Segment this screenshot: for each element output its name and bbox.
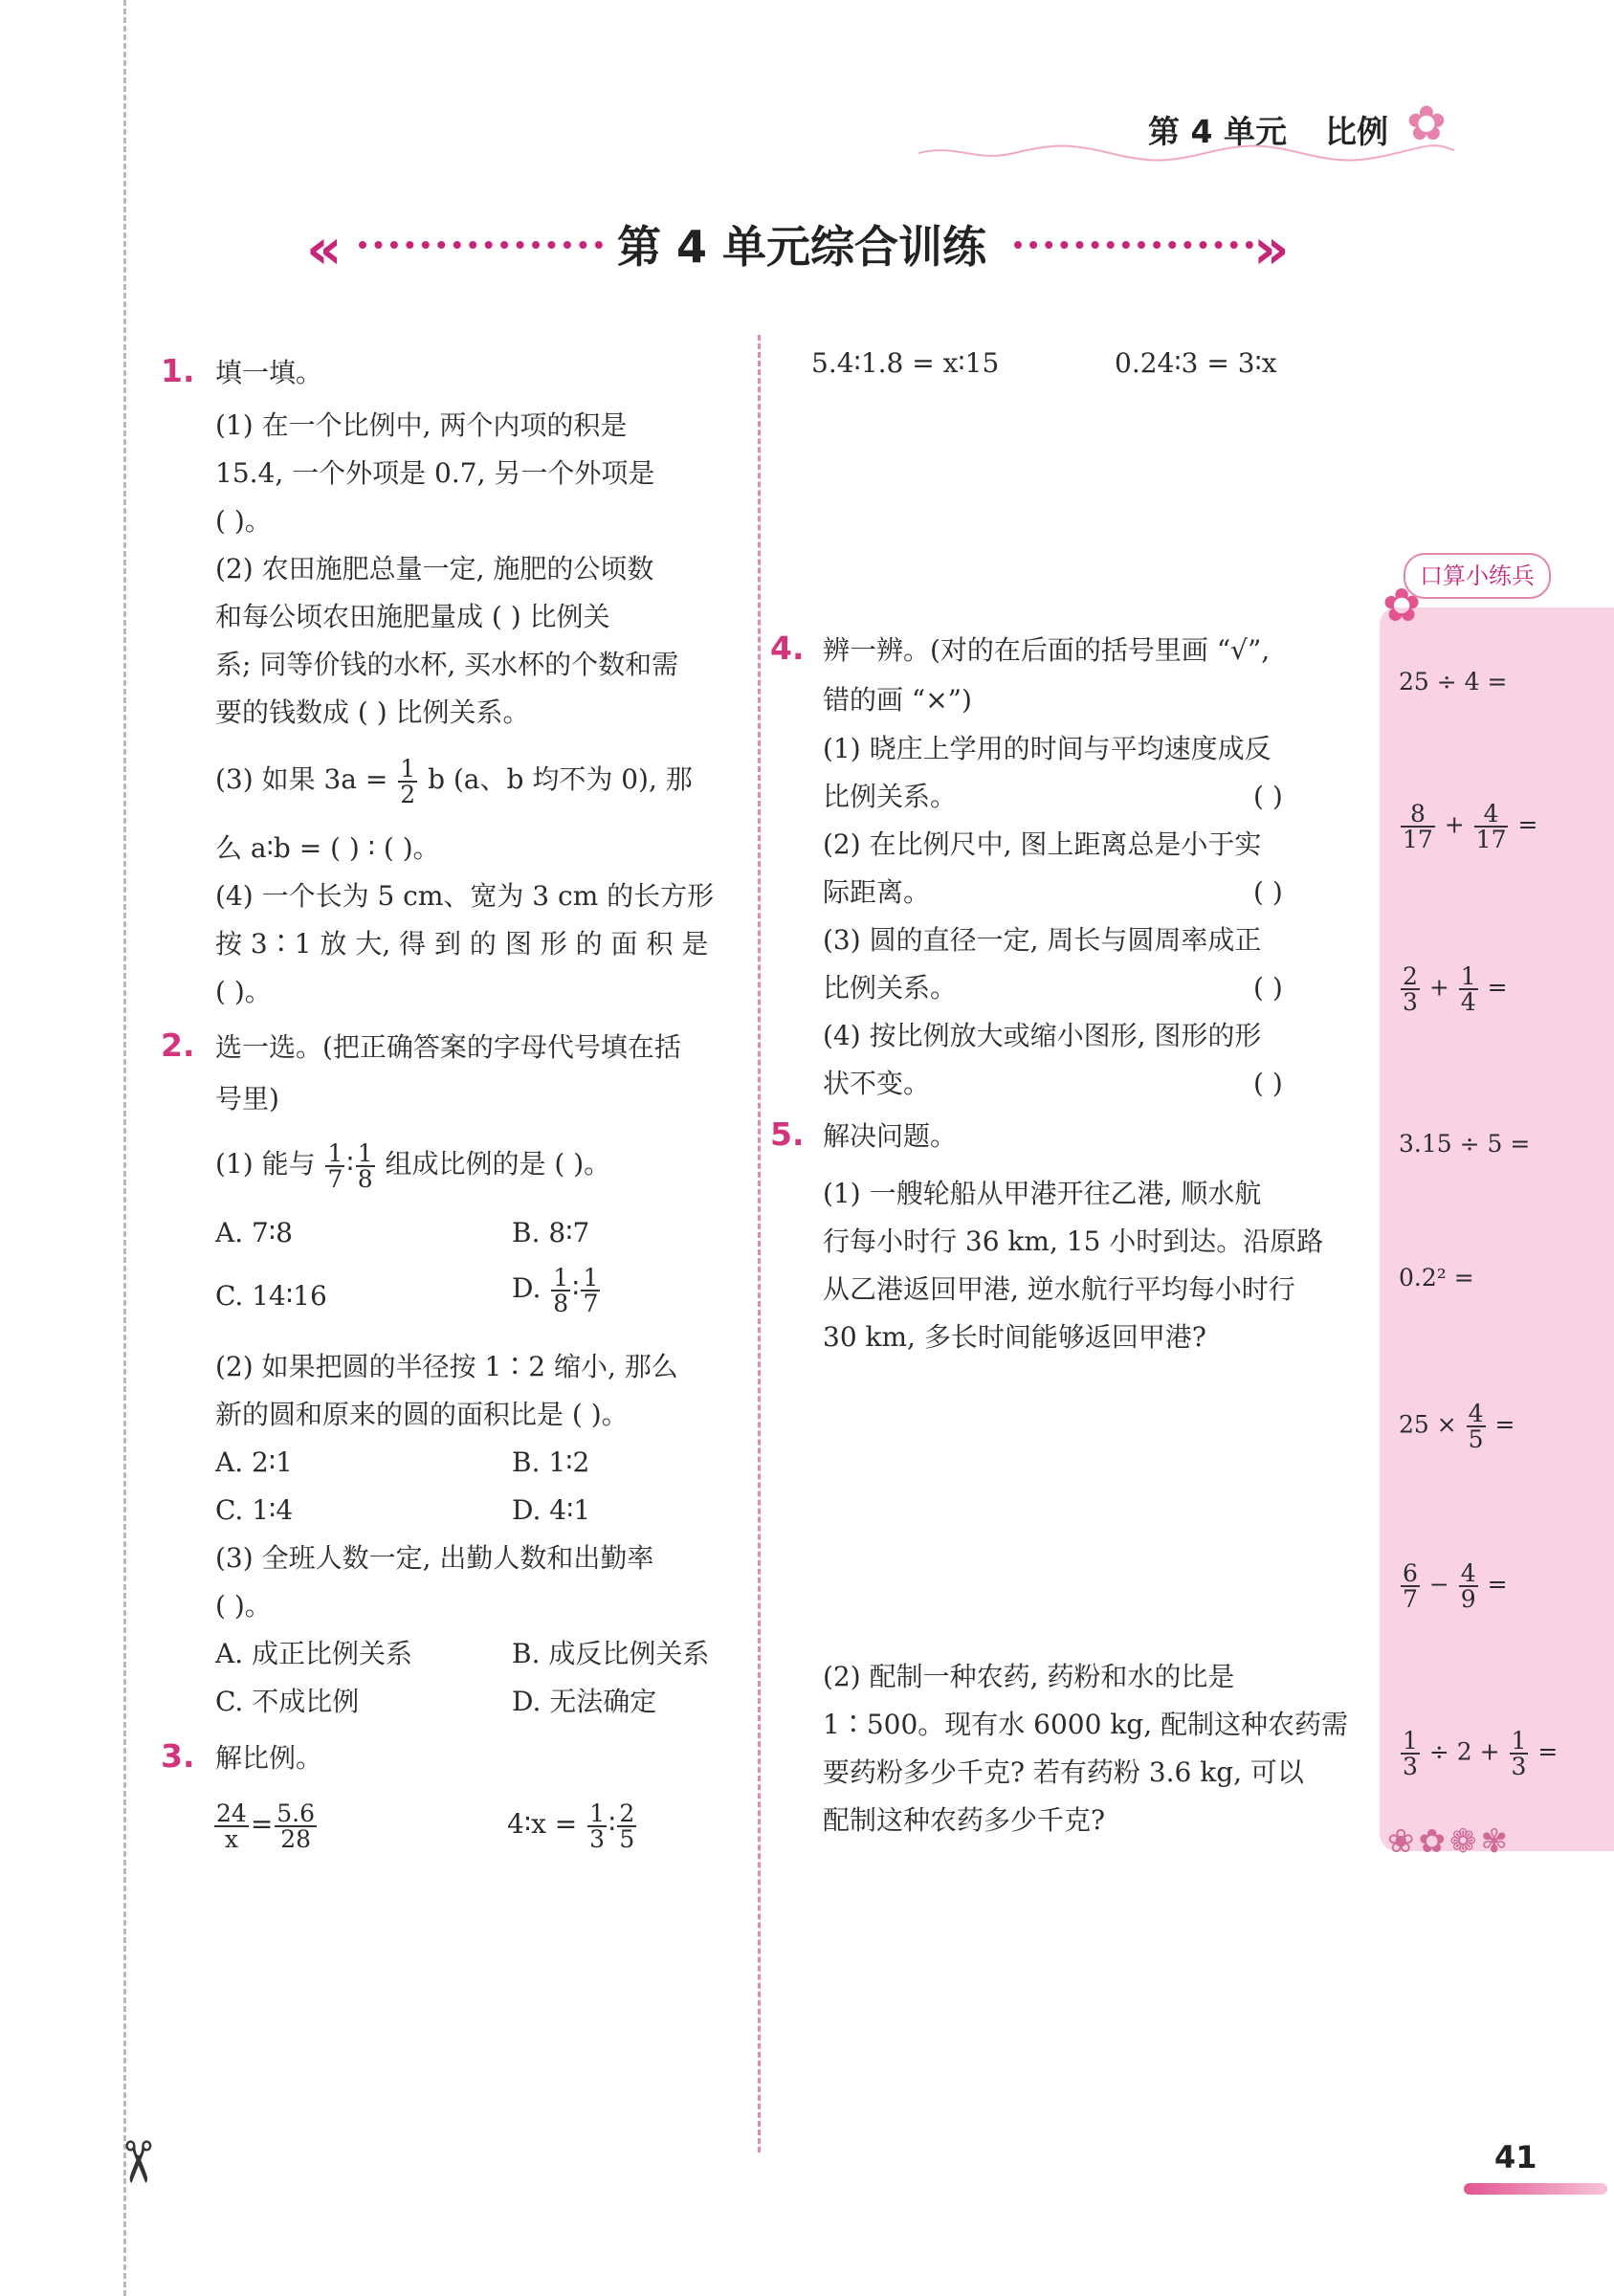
denominator: 3	[589, 1824, 606, 1853]
sidebar-badge: 口算小练兵	[1404, 553, 1551, 599]
calc-item: 3.15 ÷ 5 =	[1399, 1130, 1531, 1158]
fraction	[587, 1801, 607, 1851]
equals: =	[1517, 810, 1538, 839]
denominator: 3	[1403, 988, 1418, 1016]
numerator: 8	[1401, 802, 1435, 828]
q1-line: 和每公顷农田施肥量成 ( ) 比例关	[215, 601, 610, 632]
denominator: 3	[1403, 1753, 1418, 1780]
numerator: 1	[1460, 962, 1476, 990]
numerator: 1	[327, 1138, 343, 1167]
denominator: 8	[357, 1164, 373, 1193]
q1-line: 么 a∶b = ( ) ∶ ( )。	[215, 832, 440, 864]
numerator: 5.6	[276, 1799, 316, 1827]
q1-line: (4) 一个长为 5 cm、宽为 3 cm 的长方形	[215, 880, 715, 912]
numerator: 4	[1468, 1400, 1484, 1427]
numerator: 1	[357, 1138, 373, 1167]
option: A. 7∶8	[215, 1217, 293, 1248]
mental-math-sidebar	[1380, 607, 1614, 1851]
denominator: 7	[1403, 1585, 1418, 1613]
q5-number: 5.	[770, 1115, 805, 1153]
calc-item: 25 ÷ 4 =	[1399, 668, 1508, 695]
option-letter: D.	[512, 1272, 542, 1304]
equation: 4∶x = $\frac{1}{3}$ ∶ $\frac{2}{5}$	[507, 1799, 635, 1853]
q2-line: ( )。	[215, 1590, 272, 1622]
q4-line: 比例关系。	[823, 972, 958, 1004]
numerator: 24	[216, 1799, 247, 1827]
q1-text: (3) 如果 3a =	[215, 763, 388, 795]
option-fraction: D. $\frac{1}{8}$ ∶ $\frac{1}{7}$	[512, 1263, 599, 1317]
q4-title-cont: 错的画 “×”)	[823, 684, 972, 716]
q2-line: 新的圆和原来的圆的面积比是 ( )。	[215, 1399, 629, 1430]
q2-number: 2.	[161, 1027, 195, 1064]
q1-line: 系; 同等价钱的水杯, 买水杯的个数和需	[215, 649, 679, 680]
calc-item	[1399, 1729, 1558, 1778]
q5-line: 1∶500。现有水 6000 kg, 配制这种农药需	[823, 1709, 1349, 1740]
q2-text: (1) 能与	[215, 1148, 316, 1180]
option: B. 1∶2	[512, 1446, 590, 1478]
fraction	[1459, 1561, 1478, 1611]
equation: 5.4∶1.8 = x∶15	[811, 347, 1000, 379]
option: A. 2∶1	[215, 1446, 293, 1478]
q5-line: 配制这种农药多少千克?	[823, 1804, 1106, 1836]
topic-label: 比例	[1324, 113, 1388, 150]
q4-title: 辨一辨。(对的在后面的括号里画 “√”,	[823, 634, 1271, 666]
unit-label: 第 4 单元	[1148, 113, 1287, 150]
fraction	[1459, 964, 1478, 1014]
q4-line: (4) 按比例放大或缩小图形, 图形的形	[823, 1020, 1262, 1051]
numerator: 2	[619, 1799, 635, 1827]
fraction	[214, 1801, 249, 1851]
q5-line: 从乙港返回甲港, 逆水航行平均每小时行	[823, 1273, 1295, 1305]
q1-text: b (a、b 均不为 0), 那	[428, 763, 693, 795]
left-chevrons-icon: «	[306, 216, 321, 281]
q1-line: ( )。	[215, 976, 272, 1007]
fraction	[551, 1263, 570, 1317]
option: A. 成正比例关系	[215, 1638, 413, 1669]
denominator: 28	[280, 1824, 312, 1853]
fraction	[275, 1801, 317, 1851]
calc-item	[1399, 802, 1537, 851]
q5-line: 要药粉多少千克? 若有药粉 3.6 kg, 可以	[823, 1756, 1304, 1788]
right-chevrons-icon: »	[1253, 216, 1269, 281]
fraction	[356, 1138, 375, 1193]
q2-line: (2) 如果把圆的半径按 1∶2 缩小, 那么	[215, 1351, 678, 1382]
scissors-icon: ✂	[103, 2137, 171, 2187]
fraction	[398, 754, 417, 808]
q1-line: 按 3∶1 放 大, 得 到 的 图 形 的 面 积 是	[215, 928, 709, 960]
equals: =	[1487, 1570, 1508, 1599]
denominator: 17	[1475, 826, 1507, 853]
q1-line: (2) 农田施肥总量一定, 施肥的公顷数	[215, 553, 654, 585]
operator: +	[1428, 973, 1449, 1002]
calc-text: 25 ×	[1399, 1410, 1457, 1439]
operator: +	[1444, 810, 1465, 839]
denominator: 7	[327, 1164, 343, 1193]
column-divider	[758, 335, 761, 2152]
q4-line: (3) 圆的直径一定, 周长与圆周率成正	[823, 924, 1262, 956]
q1-title: 填一填。	[215, 357, 323, 388]
denominator: 8	[553, 1289, 569, 1317]
q2-title-cont: 号里)	[215, 1083, 279, 1115]
numerator: 4	[1460, 1559, 1476, 1587]
option: B. 8∶7	[512, 1217, 590, 1248]
denominator: 5	[1468, 1425, 1484, 1453]
equals: =	[1487, 973, 1508, 1002]
fraction	[617, 1801, 636, 1851]
option: D. 无法确定	[512, 1686, 657, 1717]
denominator: 5	[619, 1824, 635, 1853]
numerator: 1	[1511, 1727, 1527, 1755]
numerator: 6	[1403, 1559, 1418, 1587]
q1-line: 15.4, 一个外项是 0.7, 另一个外项是	[215, 457, 655, 489]
fraction	[325, 1138, 344, 1193]
numerator: 1	[1403, 1727, 1418, 1755]
q2-title: 选一选。(把正确答案的字母代号填在括	[215, 1031, 681, 1063]
q4-number: 4.	[770, 629, 805, 667]
denominator: 9	[1460, 1585, 1476, 1613]
fraction	[1474, 802, 1509, 851]
q4-line: 比例关系。	[823, 781, 958, 812]
equation: $\frac{24}{x}$ = $\frac{5.6}{28}$	[216, 1799, 316, 1853]
equals: =	[1494, 1410, 1515, 1439]
q2-sub1: (1) 能与 $\frac{1}{7}$ ∶ $\frac{1}{8}$ 组成比例的是 ( )。	[215, 1138, 611, 1193]
flower-icon: ✿	[1382, 579, 1422, 632]
q1-line: (1) 在一个比例中, 两个内项的积是	[215, 409, 628, 441]
numerator: 1	[583, 1263, 599, 1292]
calc-text: ÷ 2 +	[1428, 1737, 1500, 1766]
calc-item	[1399, 964, 1508, 1014]
fraction	[1401, 1561, 1420, 1611]
fraction	[1401, 1729, 1420, 1778]
fraction	[1401, 802, 1435, 851]
denominator: 2	[400, 780, 416, 808]
denominator: 7	[583, 1289, 599, 1317]
header-swirl-decoration	[918, 139, 1454, 167]
fraction	[1510, 1729, 1529, 1778]
q1-number: 1.	[161, 352, 195, 389]
q2-line: (3) 全班人数一定, 出勤人数和出勤率	[215, 1542, 654, 1574]
q3-title: 解比例。	[215, 1742, 323, 1774]
equals: =	[1537, 1737, 1559, 1766]
q1-line-fraction	[215, 756, 693, 806]
answer-paren[interactable]: ( )	[1253, 781, 1283, 812]
fraction	[1467, 1402, 1486, 1451]
cut-line	[123, 0, 126, 2296]
shell-decoration-icon: ❀✿❁✾	[1387, 1822, 1512, 1861]
page-number: 41	[1494, 2139, 1537, 2175]
q5-line: 30 km, 多长时间能够返回甲港?	[823, 1321, 1206, 1353]
numerator: 1	[589, 1799, 606, 1827]
numerator: 2	[1403, 962, 1418, 990]
q1-line: 要的钱数成 ( ) 比例关系。	[215, 696, 530, 728]
denominator: x	[224, 1824, 238, 1853]
calc-item	[1399, 1561, 1508, 1611]
page-number-bar	[1464, 2183, 1607, 2195]
answer-paren[interactable]: ( )	[1253, 972, 1283, 1004]
q5-line: 行每小时行 36 km, 15 小时到达。沿原路	[823, 1225, 1324, 1257]
calc-item	[1399, 1402, 1515, 1451]
title-dots-left	[359, 241, 603, 249]
equation: 0.24∶3 = 3∶x	[1115, 347, 1277, 379]
option: D. 4∶1	[512, 1494, 591, 1526]
q4-line: 状不变。	[823, 1068, 931, 1099]
q2-text: 组成比例的是 ( )。	[385, 1148, 611, 1180]
fraction	[1401, 964, 1420, 1014]
q4-line: (2) 在比例尺中, 图上距离总是小于实	[823, 828, 1262, 860]
q4-line: (1) 晓庄上学用的时间与平均速度成反	[823, 733, 1271, 764]
option: C. 1∶4	[215, 1494, 294, 1526]
q5-title: 解决问题。	[823, 1120, 958, 1152]
numerator: 4	[1474, 802, 1509, 828]
flower-icon: ✿	[1406, 96, 1447, 151]
page-title-text: 第 4 单元综合训练	[617, 221, 987, 273]
q5-line: (2) 配制一种农药, 药粉和水的比是	[823, 1661, 1235, 1692]
numerator: 1	[400, 754, 416, 783]
fraction	[581, 1263, 600, 1317]
denominator: 17	[1403, 826, 1433, 853]
option: B. 成反比例关系	[512, 1638, 710, 1669]
option: C. 不成比例	[215, 1686, 360, 1717]
q5-line: (1) 一艘轮船从甲港开往乙港, 顺水航	[823, 1178, 1262, 1209]
equation-text: 4∶x =	[507, 1808, 578, 1840]
q4-line: 际距离。	[823, 876, 931, 908]
calc-item: 0.2² =	[1399, 1264, 1474, 1292]
q1-line: ( )。	[215, 505, 272, 537]
denominator: 3	[1511, 1753, 1527, 1780]
option: C. 14∶16	[215, 1280, 327, 1312]
title-dots-right	[1014, 241, 1253, 249]
answer-paren[interactable]: ( )	[1253, 876, 1283, 908]
numerator: 1	[553, 1263, 569, 1292]
answer-paren[interactable]: ( )	[1253, 1068, 1283, 1099]
page-title	[306, 212, 1311, 279]
q3-number: 3.	[161, 1737, 195, 1775]
operator: −	[1428, 1570, 1449, 1599]
denominator: 4	[1460, 988, 1476, 1016]
